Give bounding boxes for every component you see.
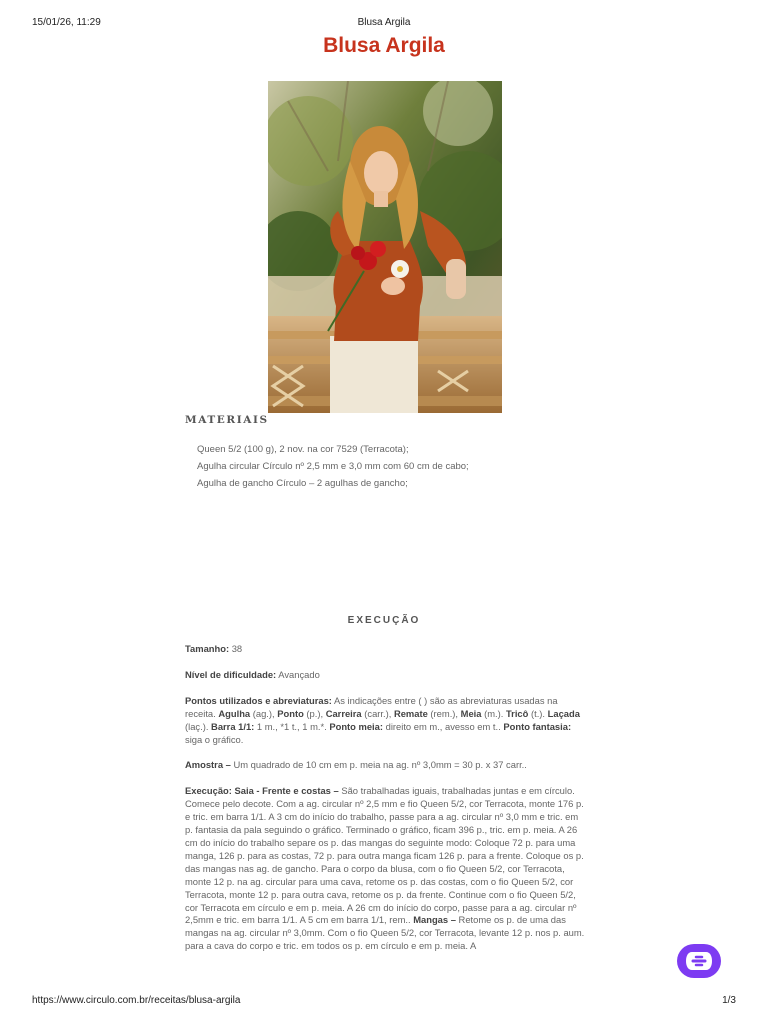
print-footer (32, 995, 736, 1009)
execucao-label: Execução: Saia - Frente e costas – (185, 785, 339, 797)
print-header (32, 17, 736, 31)
amostra-line (185, 759, 585, 772)
pontos-paragraph (185, 695, 585, 747)
term-lacada: Laçada (547, 707, 580, 719)
tamanho-value: 38 (229, 643, 243, 654)
pontos-text: (laç.). (185, 720, 212, 732)
pontos-text: (ag.), (250, 707, 278, 719)
list-item: Queen 5/2 (100 g), 2 nov. na cor 7529 (Terracota); (197, 444, 409, 455)
materiais-list (197, 441, 469, 492)
term-agulha: Agulha (218, 707, 251, 719)
term-ponto-meia: Ponto meia: (329, 720, 383, 732)
page-url: https://www.circulo.com.br/receitas/blusa-argila (32, 995, 241, 1006)
pontos-text: (p.), (303, 707, 326, 719)
pontos-text: As indicações entre ( ) são as abreviaturas usadas na receita. (185, 694, 558, 719)
page-title: Blusa Argila (323, 34, 445, 57)
mangas-text: Retome os p. de uma das mangas na ag. circular nº 3,0mm. Com o fio Queen 5/2, cor Terracota, levante 12 p. nos p. aum. para a cava do corpo e tric. em todos os p. em círculo e em p. meia. A (185, 914, 585, 952)
amostra-label: Amostra – (185, 759, 231, 771)
page-number: 1/3 (722, 995, 736, 1006)
print-datetime: 15/01/26, 11:29 (32, 17, 101, 28)
mangas-label: Mangas – (413, 914, 456, 926)
pontos-text: 1 m., *1 t., 1 m.*. (254, 720, 330, 732)
term-carreira: Carreira (325, 707, 362, 719)
term-trico: Tricô (505, 707, 529, 719)
pontos-text: (carr.), (361, 707, 394, 719)
pontos-text: (m.). (481, 707, 506, 719)
pontos-text: (rem.), (427, 707, 461, 719)
execucao-text: São trabalhadas iguais, trabalhadas juntas e em círculo. Comece pelo decote. Com a ag. circular nº 2,5 mm e fio Queen 5/2, cor Terracota, monte 176 p. e tric. em barra 1/1. A 3 cm do início do trabalho, passe para a ag. circular nº 3,0 mm e tric. em p. fantasia da pala seguindo o gráfico. Terminado o gráfico, ficam 396 p., tric. em p. meia. A 26 cm do início do trabalho separe os p. das mangas do seguinte modo: Coloque 72 p. para uma manga, 126 p. para as costas, 72 p. para outra manga ficam 126 p. para a frente. Coloque os p. das mangas nas ag. de gancho. Para o corpo da blusa, com o fio Queen 5/2, cor Terracota, monte 12 p. na ag. circular para uma cava, retome os p. das costas, com o fio Queen 5/2, cor Terracota, monte 12 p. para outra cava, retome os p. da frente. Continue com o fio Queen 5/2, cor Terracota em círculo e em p. meia. A 26 cm do início do corpo, passe para a ag. circular nº 2,5mm e tric. em barra 1/1. A 5 cm em barra 1/1, rem.. (185, 785, 584, 926)
nivel-label: Nível de dificuldade: (185, 668, 277, 680)
execucao-heading: EXECUÇÃO (347, 615, 421, 626)
pontos-text: (t.). (528, 707, 548, 719)
tamanho-line (185, 643, 585, 656)
pontos-label: Pontos utilizados e abreviaturas: (185, 694, 332, 706)
materiais-heading: MATERIAIS (185, 414, 269, 426)
pontos-text: siga o gráfico. (185, 733, 244, 745)
chat-button[interactable] (677, 944, 721, 978)
term-ponto-fantasia: Ponto fantasia: (503, 720, 572, 732)
amostra-value: Um quadrado de 10 cm em p. meia na ag. nº 3,0mm = 30 p. x 37 carr.. (230, 759, 527, 771)
list-item: Agulha circular Círculo nº 2,5 mm e 3,0 mm com 60 cm de cabo; (197, 461, 469, 472)
execucao-paragraph (185, 785, 585, 953)
term-barra: Barra 1/1: (211, 720, 255, 732)
product-photo (268, 81, 502, 413)
term-remate: Remate (393, 707, 428, 719)
nivel-line (185, 669, 585, 682)
tamanho-label: Tamanho: (185, 643, 230, 654)
pontos-text: direito em m., avesso em t.. (383, 720, 504, 732)
term-meia: Meia (460, 707, 482, 719)
chat-icon (684, 950, 714, 972)
nivel-value: Avançado (276, 668, 320, 680)
print-title: Blusa Argila (357, 17, 411, 28)
recipe-body (185, 643, 585, 966)
list-item: Agulha de gancho Círculo – 2 agulhas de gancho; (197, 478, 408, 489)
term-ponto: Ponto (277, 707, 304, 719)
